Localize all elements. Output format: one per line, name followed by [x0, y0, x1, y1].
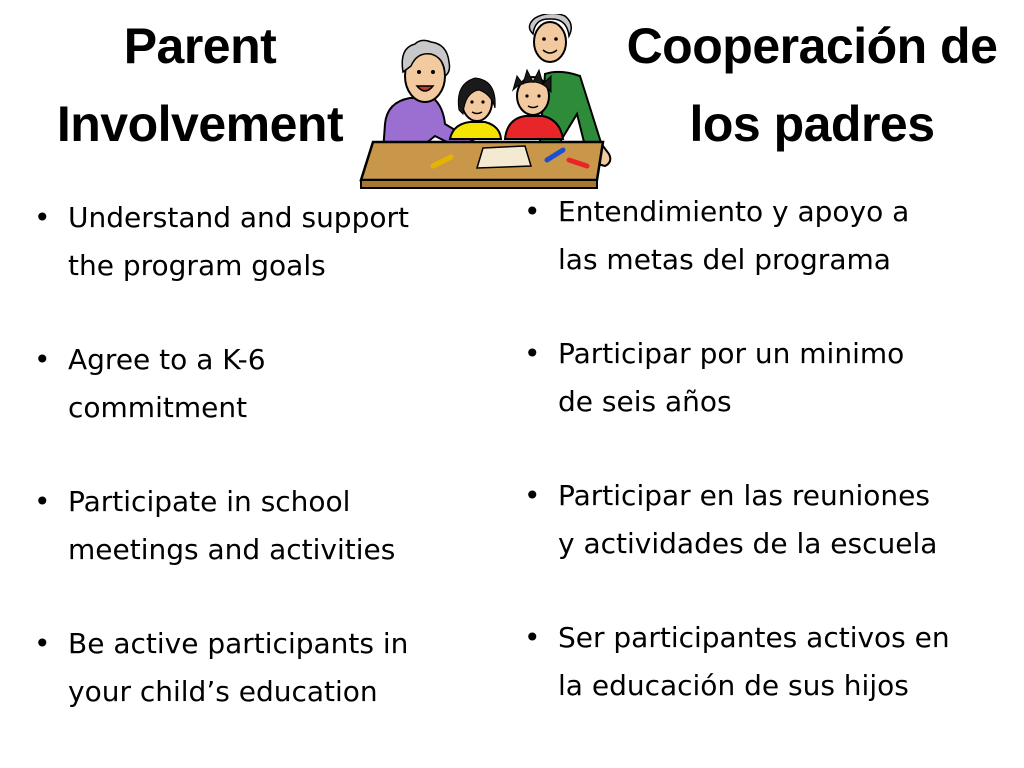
list-item-line1: Participate in school — [68, 485, 351, 518]
list-item-line1: Be active participants in — [68, 627, 409, 660]
title-cooperacion-de-los-padres — [600, 20, 1024, 150]
list-item-line1: Entendimiento y apoyo a — [558, 195, 910, 228]
girl-figure — [450, 78, 501, 139]
list-item-line2: y actividades de la escuela — [558, 527, 938, 560]
list-item-line1: Participar por un minimo — [558, 337, 905, 370]
list-item — [28, 336, 488, 432]
list-item — [518, 188, 1018, 284]
list-item-line1: Ser participantes activos en — [558, 621, 950, 654]
bullet-icon: • — [34, 201, 51, 234]
list-item — [28, 194, 488, 290]
list-item-line1: Agree to a K-6 — [68, 343, 266, 376]
list-item-line2: de seis años — [558, 385, 732, 418]
bullet-icon: • — [524, 337, 541, 370]
list-item — [518, 330, 1018, 426]
list-item-line1: Participar en las reuniones — [558, 479, 930, 512]
list-item — [28, 620, 488, 716]
bullet-icon: • — [524, 195, 541, 228]
list-item — [518, 614, 1018, 710]
bullet-list-spanish — [518, 188, 1018, 756]
title-parent-involvement — [0, 20, 400, 150]
table-figure — [361, 142, 603, 188]
title-right-line2: los padres — [689, 96, 935, 152]
list-item-line2: meetings and activities — [68, 533, 396, 566]
bullet-icon: • — [34, 343, 51, 376]
list-item-line2: your child’s education — [68, 675, 378, 708]
list-item-line1: Understand and support — [68, 201, 409, 234]
family-at-table-illustration — [355, 14, 620, 194]
list-item — [28, 478, 488, 574]
bullet-icon: • — [524, 479, 541, 512]
bullet-list-english — [28, 194, 488, 762]
list-item-line2: commitment — [68, 391, 248, 424]
bullet-icon: • — [524, 621, 541, 654]
list-item-line2: la educación de sus hijos — [558, 669, 909, 702]
title-left-line2: Involvement — [56, 96, 344, 152]
list-item-line2: las metas del programa — [558, 243, 891, 276]
bullet-icon: • — [34, 627, 51, 660]
list-item-line2: the program goals — [68, 249, 326, 282]
bullet-icon: • — [34, 485, 51, 518]
list-item — [518, 472, 1018, 568]
title-left-line1: Parent — [123, 18, 277, 74]
title-right-line1: Cooperación de — [626, 18, 998, 74]
